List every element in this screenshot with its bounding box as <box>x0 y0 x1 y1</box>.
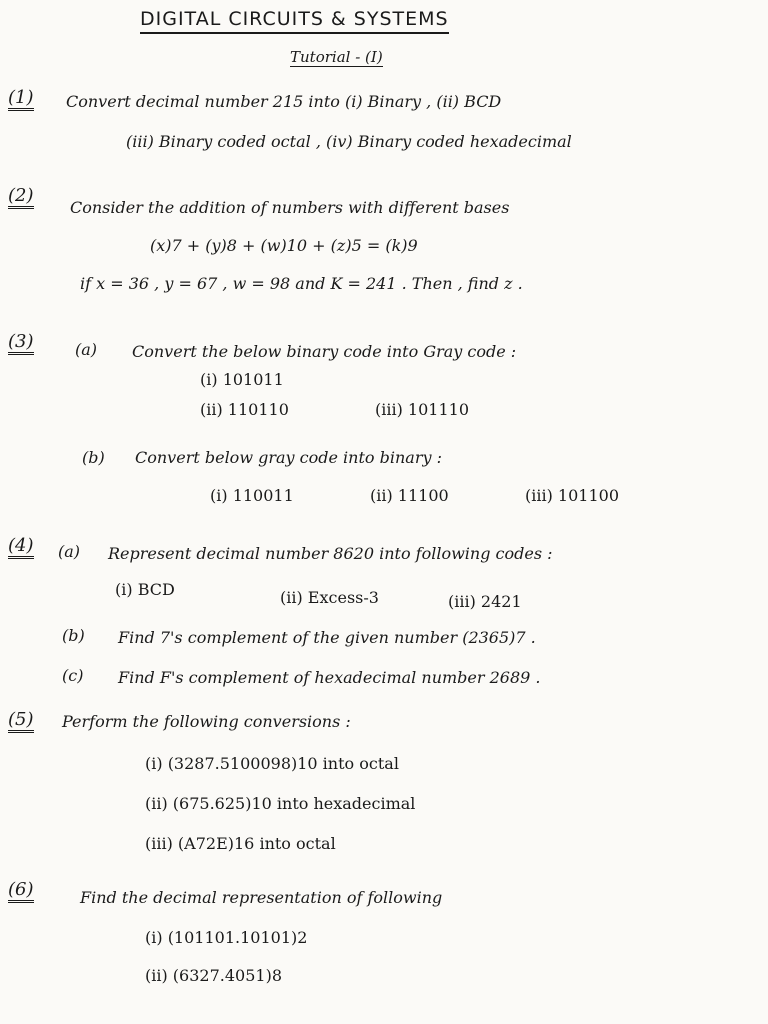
question-3b-item-3: (iii) 101100 <box>525 486 619 505</box>
question-1-line-1: Convert decimal number 215 into (i) Binary , (ii) BCD <box>66 92 502 111</box>
question-6-item-1: (i) (101101.10101)2 <box>145 928 308 947</box>
question-2-line-3: if x = 36 , y = 67 , w = 98 and K = 241 . Then , find z . <box>80 274 523 293</box>
question-3b-item-1: (i) 110011 <box>210 486 294 505</box>
question-5-item-1: (i) (3287.5100098)10 into octal <box>145 754 399 773</box>
question-6-number: (6) <box>8 880 34 903</box>
question-3a-item-3: (iii) 101110 <box>375 400 469 419</box>
question-3a-item-2: (ii) 110110 <box>200 400 289 419</box>
question-5-number: (5) <box>8 710 34 733</box>
question-4a-item-3: (iii) 2421 <box>448 592 522 611</box>
question-3b-label: (b) <box>82 448 105 467</box>
question-2-equation: (x)7 + (y)8 + (w)10 + (z)5 = (k)9 <box>150 236 418 255</box>
question-3b-text: Convert below gray code into binary : <box>135 448 442 467</box>
page-title: DIGITAL CIRCUITS & SYSTEMS <box>140 8 449 34</box>
question-3a-label: (a) <box>75 340 98 359</box>
question-3b-item-2: (ii) 11100 <box>370 486 449 505</box>
question-3a-item-1: (i) 101011 <box>200 370 284 389</box>
question-4-number: (4) <box>8 536 34 559</box>
question-4b-text: Find 7's complement of the given number (2365)7 . <box>118 628 536 647</box>
question-5-item-2: (ii) (675.625)10 into hexadecimal <box>145 794 416 813</box>
question-2-number: (2) <box>8 186 34 209</box>
question-6-text: Find the decimal representation of following <box>80 888 443 907</box>
page-subtitle: Tutorial - (I) <box>290 48 383 66</box>
question-5-item-3: (iii) (A72E)16 into octal <box>145 834 336 853</box>
question-4b-label: (b) <box>62 626 85 645</box>
question-4c-label: (c) <box>62 666 84 685</box>
question-1-line-2: (iii) Binary coded octal , (iv) Binary coded hexadecimal <box>126 132 572 151</box>
question-4a-label: (a) <box>58 542 81 561</box>
question-2-line-1: Consider the addition of numbers with different bases <box>70 198 510 217</box>
question-3a-text: Convert the below binary code into Gray code : <box>132 342 517 361</box>
question-6-item-2: (ii) (6327.4051)8 <box>145 966 282 985</box>
question-1-number: (1) <box>8 88 34 111</box>
question-3-number: (3) <box>8 332 34 355</box>
question-4a-item-2: (ii) Excess-3 <box>280 588 379 607</box>
question-4c-text: Find F's complement of hexadecimal number 2689 . <box>118 668 541 687</box>
question-4a-text: Represent decimal number 8620 into following codes : <box>108 544 553 563</box>
question-4a-item-1: (i) BCD <box>115 580 175 599</box>
question-5-text: Perform the following conversions : <box>62 712 351 731</box>
